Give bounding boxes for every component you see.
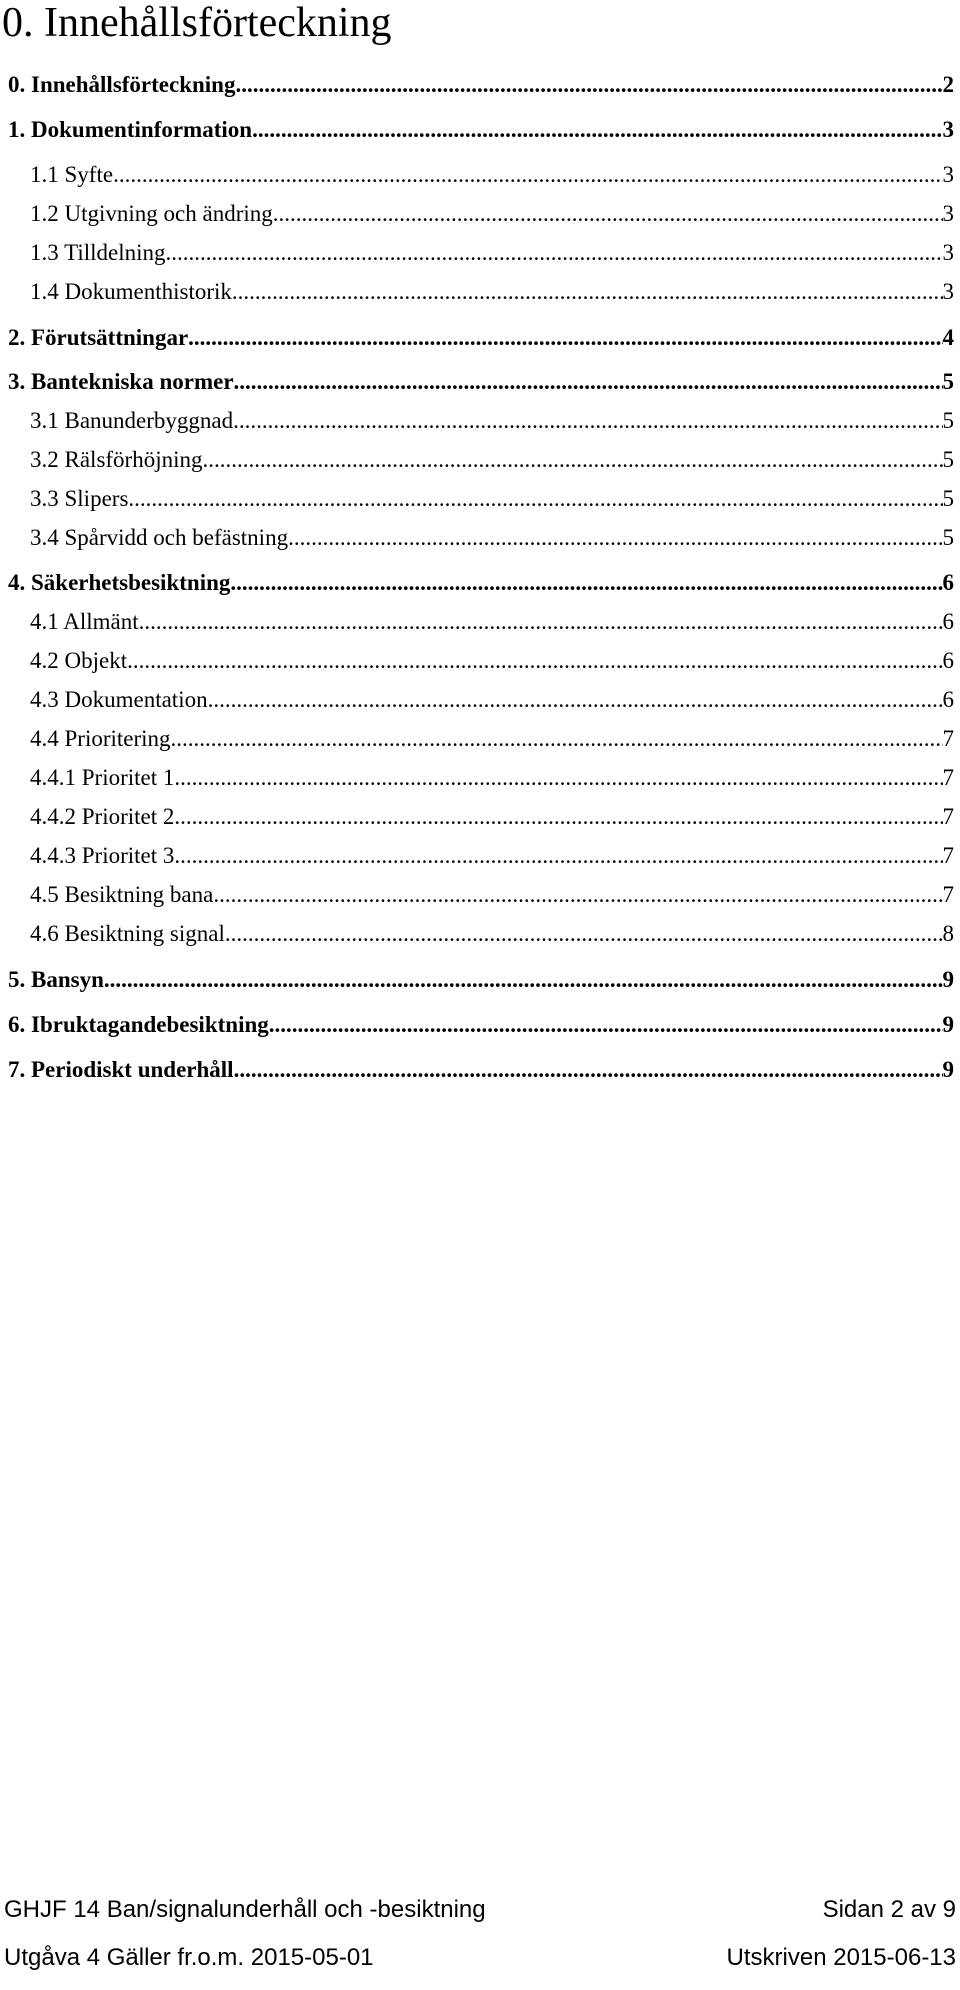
- toc-entry-page-number: 9: [942, 1057, 954, 1082]
- toc-dot-leader: [232, 277, 943, 307]
- toc-dot-leader: [174, 763, 942, 793]
- toc-entry[interactable]: [30, 523, 954, 553]
- toc-entry-title: 4.4.2 Prioritet 2: [30, 804, 175, 829]
- toc-entry-page-number: 4: [942, 325, 954, 350]
- toc-entry-page-number: 5: [942, 486, 954, 511]
- toc-entry[interactable]: [30, 763, 954, 793]
- toc-dot-leader: [128, 484, 942, 514]
- toc-dot-leader: [234, 367, 943, 397]
- toc-dot-leader: [139, 607, 943, 637]
- toc-entry-page-number: 9: [942, 1012, 954, 1037]
- toc-dot-leader: [233, 406, 942, 436]
- toc-entry[interactable]: [30, 277, 954, 307]
- toc-entry-page-number: 5: [942, 369, 954, 394]
- toc-entry[interactable]: [30, 199, 954, 229]
- toc-dot-leader: [174, 802, 942, 832]
- toc-entry[interactable]: [30, 160, 954, 190]
- footer-line-1: [4, 1896, 956, 1924]
- toc-dot-leader: [208, 685, 943, 715]
- toc-entry[interactable]: [8, 323, 954, 353]
- toc-entry[interactable]: [30, 685, 954, 715]
- toc-entry-page-number: 3: [942, 201, 954, 226]
- toc-dot-leader: [104, 965, 943, 995]
- toc-dot-leader: [269, 1010, 943, 1040]
- toc-entry[interactable]: [8, 70, 954, 100]
- toc-entry-title: 0. Innehållsförteckning: [8, 72, 236, 97]
- toc-entry[interactable]: [30, 238, 954, 268]
- toc-entry-page-number: 6: [942, 609, 954, 634]
- toc-entry[interactable]: [8, 367, 954, 397]
- toc-entry-title: 1.4 Dokumenthistorik: [30, 279, 232, 304]
- toc-dot-leader: [171, 724, 943, 754]
- toc-entry-page-number: 7: [942, 804, 954, 829]
- toc-entry[interactable]: [8, 115, 954, 145]
- toc-entry-title: 3.4 Spårvidd och befästning: [30, 525, 289, 550]
- toc-entry-page-number: 5: [942, 408, 954, 433]
- toc-entry-page-number: 2: [942, 72, 954, 97]
- toc-dot-leader: [234, 1055, 943, 1085]
- toc-entry[interactable]: [30, 646, 954, 676]
- toc-entry-title: 5. Bansyn: [8, 967, 104, 992]
- toc-entry-page-number: 5: [942, 525, 954, 550]
- toc-entry-page-number: 3: [942, 279, 954, 304]
- toc-dot-leader: [235, 70, 942, 100]
- toc-entry-title: 1. Dokumentinformation: [8, 117, 253, 142]
- toc-entry-page-number: 7: [942, 726, 954, 751]
- footer-page-label: Sidan 2 av 9: [822, 1896, 956, 1923]
- toc-dot-leader: [288, 523, 942, 553]
- toc-dot-leader: [203, 445, 943, 475]
- toc-entry-title: 1.3 Tilldelning: [30, 240, 166, 265]
- toc-entry[interactable]: [8, 568, 954, 598]
- toc-entry-title: 4. Säkerhetsbesiktning: [8, 570, 231, 595]
- toc-entry-page-number: 7: [942, 843, 954, 868]
- toc-entry[interactable]: [30, 607, 954, 637]
- toc-entry-title: 4.2 Objekt: [30, 648, 128, 673]
- toc-entry[interactable]: [8, 965, 954, 995]
- toc-entry-title: 3.1 Banunderbyggnad: [30, 408, 234, 433]
- toc-entry-page-number: 8: [942, 921, 954, 946]
- toc-entry-page-number: 6: [942, 570, 954, 595]
- toc-entry[interactable]: [30, 484, 954, 514]
- toc-entry-page-number: 3: [942, 240, 954, 265]
- toc-entry-page-number: 3: [942, 117, 954, 142]
- toc-dot-leader: [188, 323, 942, 353]
- footer-line-2: [4, 1944, 956, 1972]
- toc-dot-leader: [213, 880, 942, 910]
- toc-dot-leader: [165, 238, 942, 268]
- toc-entry-title: 3.3 Slipers: [30, 486, 129, 511]
- toc-dot-leader: [225, 919, 943, 949]
- toc-entry-page-number: 5: [942, 447, 954, 472]
- toc-entry[interactable]: [30, 445, 954, 475]
- toc-entry-title: 6. Ibruktagandebesiktning: [8, 1012, 269, 1037]
- toc-dot-leader: [230, 568, 942, 598]
- toc-dot-leader: [127, 646, 942, 676]
- toc-dot-leader: [273, 199, 943, 229]
- toc-entry[interactable]: [30, 880, 954, 910]
- toc-entry-title: 4.6 Besiktning signal: [30, 921, 225, 946]
- toc-dot-leader: [252, 115, 942, 145]
- toc-entry-page-number: 7: [942, 882, 954, 907]
- page-title: 0. Innehållsförteckning: [2, 0, 392, 46]
- toc-entry-title: 4.1 Allmänt: [30, 609, 139, 634]
- toc-entry-title: 2. Förutsättningar: [8, 325, 189, 350]
- toc-entry-title: 1.2 Utgivning och ändring: [30, 201, 273, 226]
- toc-entry[interactable]: [8, 1010, 954, 1040]
- toc-entry-title: 4.4.3 Prioritet 3: [30, 843, 175, 868]
- toc-entry-title: 4.4 Prioritering: [30, 726, 171, 751]
- toc-entry-page-number: 7: [942, 765, 954, 790]
- toc-entry-page-number: 6: [942, 687, 954, 712]
- toc-entry[interactable]: [30, 841, 954, 871]
- toc-entry[interactable]: [30, 919, 954, 949]
- toc-dot-leader: [113, 160, 942, 190]
- toc-entry-page-number: 3: [942, 162, 954, 187]
- toc-entry[interactable]: [8, 1055, 954, 1085]
- footer-printed-date: Utskriven 2015-06-13: [726, 1944, 956, 1971]
- toc-entry-title: 4.4.1 Prioritet 1: [30, 765, 175, 790]
- toc-entry[interactable]: [30, 802, 954, 832]
- toc-entry[interactable]: [30, 724, 954, 754]
- footer-doc-title: GHJF 14 Ban/signalunderhåll och -besiktning: [4, 1896, 486, 1923]
- toc-dot-leader: [174, 841, 942, 871]
- footer-edition: Utgåva 4 Gäller fr.o.m. 2015-05-01: [4, 1944, 374, 1971]
- toc-entry-title: 4.3 Dokumentation: [30, 687, 208, 712]
- toc-entry-title: 3.2 Rälsförhöjning: [30, 447, 203, 472]
- toc-entry-page-number: 6: [942, 648, 954, 673]
- toc-entry-title: 1.1 Syfte: [30, 162, 114, 187]
- toc-entry[interactable]: [30, 406, 954, 436]
- toc-entry-title: 4.5 Besiktning bana: [30, 882, 214, 907]
- toc-entry-title: 7. Periodiskt underhåll: [8, 1057, 234, 1082]
- toc-entry-title: 3. Bantekniska normer: [8, 369, 234, 394]
- toc-entry-page-number: 9: [942, 967, 954, 992]
